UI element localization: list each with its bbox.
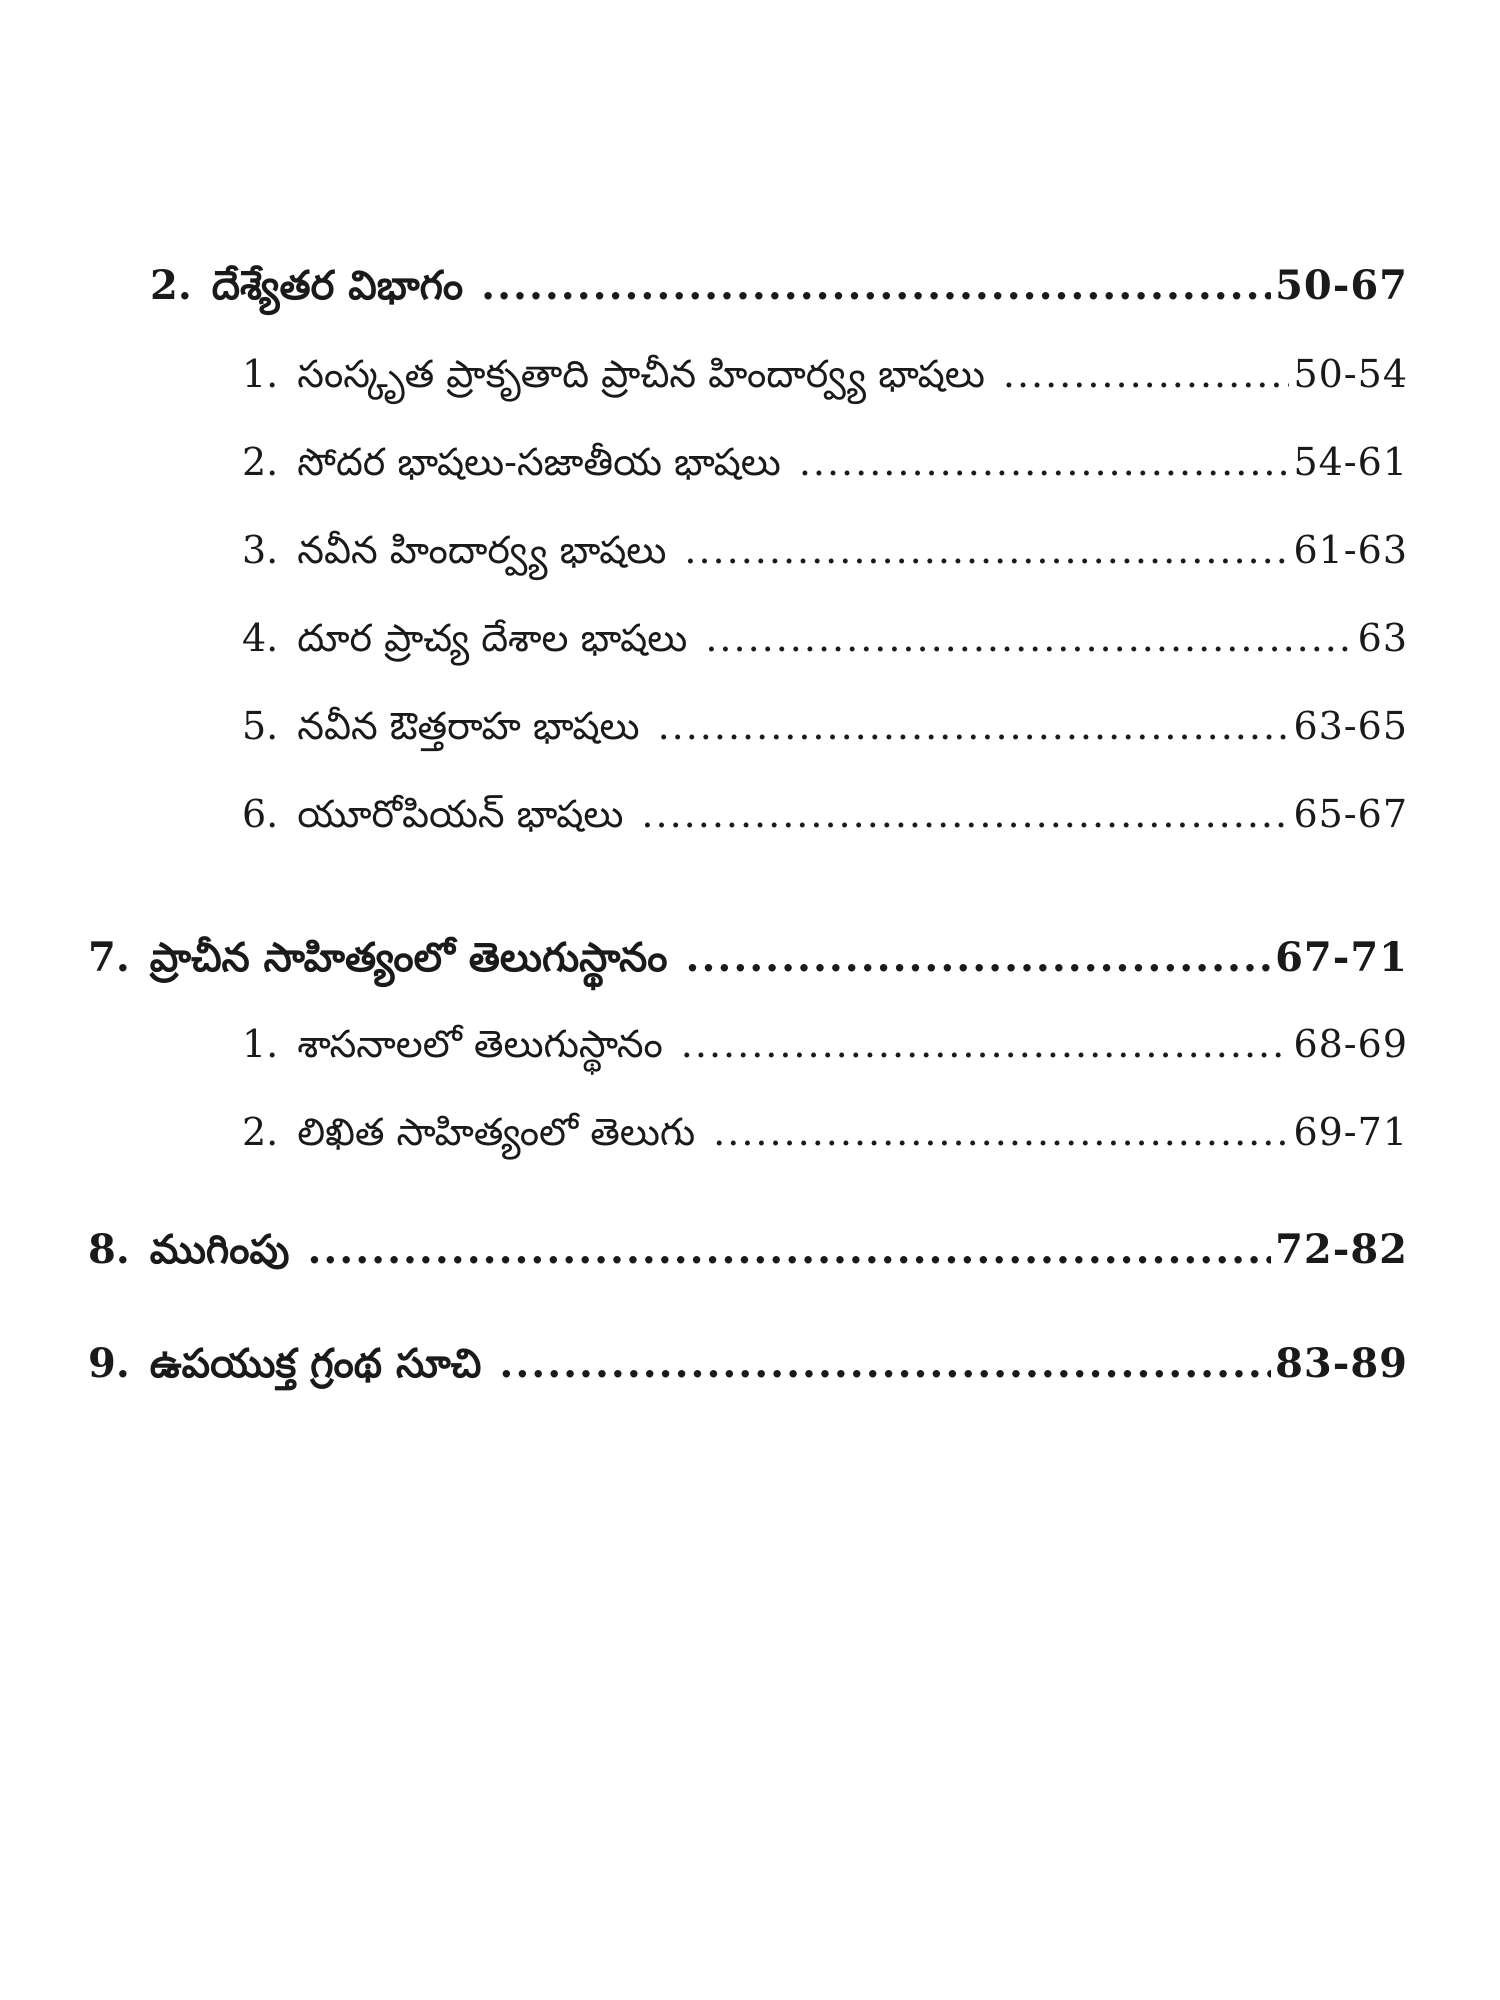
entry-number: 6. — [242, 792, 279, 836]
entry-number: 9. — [88, 1340, 130, 1387]
page-range: 50-54 — [1293, 352, 1408, 396]
entry-title: శాసనాలలో తెలుగుస్థానం — [297, 1022, 663, 1066]
page-range: 63-65 — [1293, 704, 1408, 748]
entry-title: దూర ప్రాచ్య దేశాల భాషలు — [297, 616, 688, 660]
entry-title: దేశ్యేతర విభాగం — [211, 262, 464, 309]
toc-entry-main — [88, 1340, 1408, 1397]
entry-title: యూరోపియన్ భాషలు — [297, 792, 624, 836]
dot-leader — [1003, 352, 1290, 396]
toc-entry-sub — [242, 440, 1408, 494]
toc-entry-sub — [242, 704, 1408, 758]
dot-leader — [799, 440, 1290, 484]
page-range: 83-89 — [1275, 1340, 1408, 1387]
toc-entry-sub — [242, 616, 1408, 670]
entry-number: 4. — [242, 616, 279, 660]
entry-number: 5. — [242, 704, 279, 748]
toc-entry-main — [88, 934, 1408, 991]
toc-entry-sub — [242, 1110, 1408, 1164]
toc-entry-main — [88, 1226, 1408, 1283]
toc-entry-sub — [242, 792, 1408, 846]
entry-title: ప్రాచీన సాహిత్యంలో తెలుగుస్థానం — [149, 934, 668, 981]
dot-leader — [686, 934, 1272, 981]
entry-number: 1. — [242, 352, 279, 396]
dot-leader — [681, 1022, 1290, 1066]
entry-title: సంస్కృత ప్రాకృతాది ప్రాచీన హిందార్వ్య భాషలు — [297, 352, 985, 396]
toc-entry-sub — [242, 528, 1408, 582]
dot-leader — [481, 262, 1271, 309]
entry-number: 8. — [88, 1226, 130, 1273]
toc-entry-sub — [242, 352, 1408, 406]
entry-number: 3. — [242, 528, 279, 572]
page-range: 68-69 — [1293, 1022, 1408, 1066]
page-range: 69-71 — [1293, 1110, 1408, 1154]
entry-title: లిఖిత సాహిత్యంలో తెలుగు — [297, 1110, 696, 1154]
entry-number: 7. — [88, 934, 130, 981]
dot-leader — [684, 528, 1289, 572]
toc-entry-main — [150, 262, 1408, 319]
entry-title: నవీన హిందార్వ్య భాషలు — [297, 528, 667, 572]
entry-number: 2. — [150, 262, 192, 309]
page-range: 65-67 — [1293, 792, 1408, 836]
entry-title: ముగింపు — [149, 1226, 290, 1273]
entry-title: నవీన ఔత్తరాహ భాషలు — [297, 704, 640, 748]
dot-leader — [307, 1226, 1271, 1273]
page-range: 50-67 — [1275, 262, 1408, 309]
entry-title: సోదర భాషలు-సజాతీయ భాషలు — [297, 440, 781, 484]
dot-leader — [641, 792, 1289, 836]
toc-entry-sub — [242, 1022, 1408, 1076]
dot-leader — [658, 704, 1290, 748]
entry-number: 2. — [242, 1110, 279, 1154]
page-range: 54-61 — [1293, 440, 1408, 484]
page-range: 72-82 — [1275, 1226, 1408, 1273]
entry-number: 1. — [242, 1022, 279, 1066]
dot-leader — [499, 1340, 1271, 1387]
page-range: 61-63 — [1293, 528, 1408, 572]
page-range: 63 — [1357, 616, 1408, 660]
dot-leader — [713, 1110, 1289, 1154]
entry-number: 2. — [242, 440, 279, 484]
entry-title: ఉపయుక్త గ్రంథ సూచి — [149, 1340, 482, 1387]
dot-leader — [705, 616, 1353, 660]
page-range: 67-71 — [1275, 934, 1408, 981]
